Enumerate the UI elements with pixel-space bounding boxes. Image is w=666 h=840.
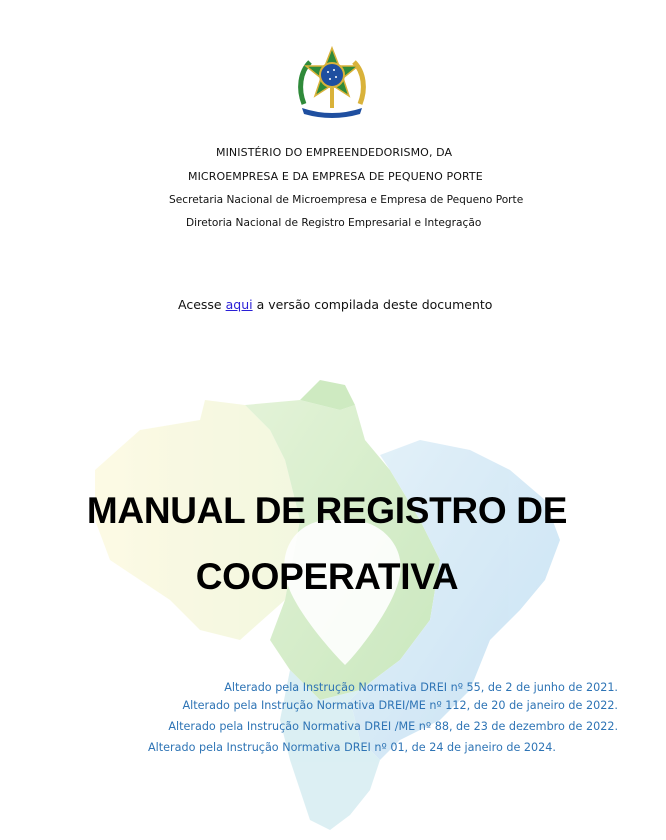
ministry-name-line1: MINISTÉRIO DO EMPREENDEDORISMO, DA xyxy=(216,146,453,159)
secretariat-name: Secretaria Nacional de Microempresa e Empresa de Pequeno Porte xyxy=(169,194,524,206)
amendment-note: Alterado pela Instrução Normativa DREI nº 01, de 24 de janeiro de 2024. xyxy=(148,741,556,754)
amendment-note: Alterado pela Instrução Normativa DREI/ME nº 112, de 20 de janeiro de 2022. xyxy=(182,699,618,712)
access-prefix: Acesse xyxy=(178,297,226,312)
amendment-note: Alterado pela Instrução Normativa DREI /ME nº 88, de 23 de dezembro de 2022. xyxy=(168,720,618,733)
brazil-coat-of-arms-icon xyxy=(294,44,370,120)
document-title-line1: MANUAL DE REGISTRO DE xyxy=(86,490,568,531)
amendment-note: Alterado pela Instrução Normativa DREI nº 55, de 2 de junho de 2021. xyxy=(224,681,618,694)
compiled-version-notice xyxy=(178,297,492,312)
access-suffix: a versão compilada deste documento xyxy=(252,297,493,312)
compiled-version-link[interactable]: aqui xyxy=(225,297,253,312)
directorate-name: Diretoria Nacional de Registro Empresarial e Integração xyxy=(186,217,482,229)
document-title-line2: COOPERATIVA xyxy=(195,556,459,597)
ministry-name-line2: MICROEMPRESA E DA EMPRESA DE PEQUENO PORTE xyxy=(188,170,483,183)
